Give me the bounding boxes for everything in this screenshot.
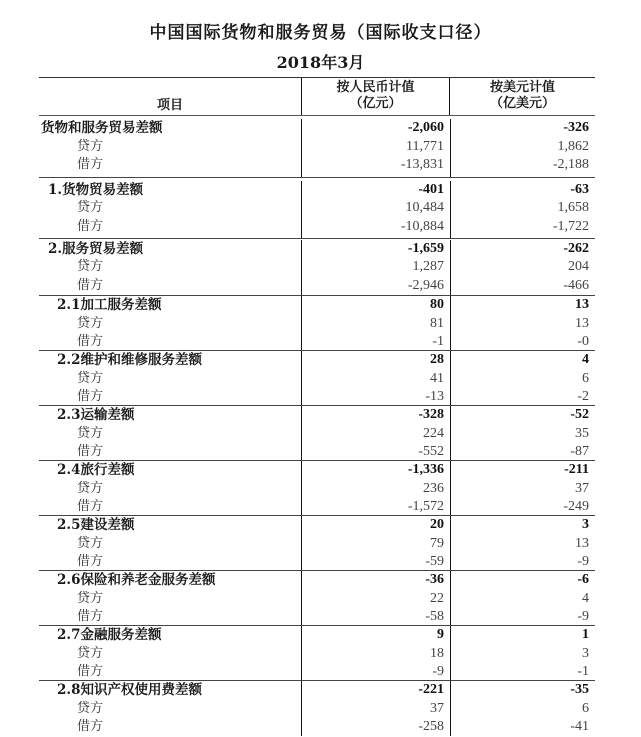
credit-label: 贷方: [77, 700, 104, 716]
credit-rmb: 224: [423, 425, 444, 441]
header-item: [39, 78, 301, 115]
credit-label: 贷方: [77, 370, 104, 386]
debit-rmb: -1: [432, 334, 444, 349]
debit-usd: -466: [563, 277, 589, 293]
debit-label: 借方: [77, 719, 104, 734]
balance-rmb: 28: [430, 352, 444, 367]
table-group: [39, 296, 595, 351]
balance-usd: -211: [564, 462, 589, 477]
table-group: [39, 406, 595, 461]
label-column: [39, 681, 301, 736]
rmb-column: [301, 626, 450, 680]
credit-label: 贷方: [77, 425, 104, 441]
credit-rmb: 1,287: [412, 259, 444, 274]
credit-rmb: 11,771: [406, 138, 444, 154]
rmb-column: [301, 351, 450, 405]
table-group: [39, 571, 595, 626]
debit-label: 借方: [77, 609, 104, 624]
debit-rmb: -10,884: [400, 218, 444, 234]
group-label: 2.7金融服务差额: [57, 627, 162, 643]
debit-label: 借方: [77, 218, 104, 234]
debit-rmb: -13: [425, 389, 444, 404]
usd-column: [450, 240, 595, 296]
usd-column: [450, 571, 595, 625]
credit-usd: 6: [582, 700, 589, 716]
balance-rmb: 9: [437, 627, 444, 642]
usd-column: [450, 461, 595, 515]
credit-usd: 35: [575, 425, 589, 441]
debit-usd: -1,722: [552, 218, 589, 234]
balance-rmb: -36: [425, 572, 444, 587]
table-body: [39, 116, 595, 736]
page-subtitle: 2018年3月: [276, 53, 365, 72]
table-group: [39, 516, 595, 571]
debit-rmb: -59: [425, 554, 444, 569]
credit-label: 贷方: [77, 138, 104, 154]
debit-usd: -9: [577, 554, 589, 569]
credit-label: 贷方: [77, 315, 104, 331]
header-usd-line1: 按美元计值: [489, 80, 555, 95]
usd-column: [450, 119, 595, 177]
debit-usd: -2: [577, 389, 589, 404]
debit-rmb: -58: [425, 609, 444, 624]
label-column: [39, 461, 301, 515]
credit-usd: 37: [575, 480, 589, 496]
debit-label: 借方: [77, 334, 104, 349]
rmb-column: [301, 181, 450, 239]
debit-usd: -0: [577, 334, 589, 349]
balance-rmb: -2,060: [407, 120, 444, 135]
group-label: 货物和服务贸易差额: [41, 120, 163, 136]
usd-column: [450, 626, 595, 680]
credit-label: 贷方: [77, 645, 104, 661]
group-label: 2.6保险和养老金服务差额: [57, 572, 216, 588]
credit-rmb: 37: [430, 700, 444, 716]
label-column: [39, 296, 301, 350]
credit-label: 贷方: [77, 535, 104, 551]
balance-rmb: -1,659: [407, 240, 444, 256]
balance-usd: 13: [575, 297, 589, 312]
debit-rmb: -258: [418, 719, 444, 734]
balance-usd: 4: [582, 352, 589, 367]
debit-usd: -249: [563, 499, 589, 514]
table-group: [39, 116, 595, 178]
header-rmb-line2: （亿元）: [349, 96, 402, 111]
table-group: [39, 178, 595, 239]
credit-usd: 1,862: [557, 138, 589, 154]
balance-usd: 1: [582, 627, 589, 642]
rmb-column: [301, 119, 450, 177]
credit-usd: 13: [575, 535, 589, 551]
credit-rmb: 236: [423, 480, 444, 496]
balance-usd: -52: [570, 407, 589, 422]
debit-label: 借方: [77, 554, 104, 569]
rmb-column: [301, 681, 450, 736]
credit-rmb: 10,484: [405, 200, 444, 215]
group-label: 2.3运输差额: [57, 407, 135, 423]
usd-column: [450, 296, 595, 350]
label-column: [39, 240, 301, 296]
balance-usd: 3: [582, 517, 589, 532]
usd-column: [450, 516, 595, 570]
debit-label: 借方: [77, 389, 104, 404]
credit-usd: 13: [575, 315, 589, 331]
debit-rmb: -9: [432, 664, 444, 679]
balance-rmb: -401: [418, 181, 444, 197]
table-group: [39, 461, 595, 516]
table-group: [39, 351, 595, 406]
label-column: [39, 626, 301, 680]
credit-rmb: 18: [430, 645, 444, 661]
page-title: 中国国际货物和服务贸易（国际收支口径）: [149, 23, 492, 43]
debit-rmb: -552: [418, 444, 444, 459]
label-column: [39, 181, 301, 239]
group-label: 2.服务贸易差额: [48, 240, 144, 257]
rmb-column: [301, 516, 450, 570]
trade-table: [39, 77, 595, 736]
rmb-column: [301, 571, 450, 625]
credit-rmb: 79: [430, 535, 444, 551]
header-rmb-line1: 按人民币计值: [336, 80, 415, 95]
label-column: [39, 571, 301, 625]
header-rmb: [301, 78, 449, 115]
debit-rmb: -1,572: [407, 499, 444, 514]
credit-usd: 3: [582, 645, 589, 661]
group-label: 2.4旅行差额: [57, 462, 135, 478]
rmb-column: [301, 461, 450, 515]
header-usd: [449, 78, 595, 115]
usd-column: [450, 406, 595, 460]
debit-label: 借方: [77, 444, 104, 459]
group-label: 1.货物贸易差额: [48, 181, 144, 198]
balance-usd: -35: [570, 682, 589, 697]
debit-rmb: -2,946: [407, 277, 444, 293]
debit-label: 借方: [77, 157, 104, 172]
balance-usd: -6: [577, 572, 589, 587]
balance-rmb: 80: [430, 297, 444, 312]
balance-rmb: -328: [418, 407, 444, 422]
group-label: 2.8知识产权使用费差额: [57, 682, 202, 698]
credit-label: 贷方: [77, 200, 104, 215]
debit-label: 借方: [77, 499, 104, 514]
debit-usd: -41: [570, 719, 589, 734]
group-label: 2.1加工服务差额: [57, 297, 162, 313]
table-group: [39, 239, 595, 296]
balance-rmb: -221: [418, 682, 444, 697]
usd-column: [450, 181, 595, 239]
table-group: [39, 681, 595, 736]
credit-label: 贷方: [77, 590, 104, 606]
balance-rmb: 20: [430, 517, 444, 532]
rmb-column: [301, 240, 450, 296]
debit-label: 借方: [77, 664, 104, 679]
table-header: [39, 77, 595, 116]
balance-usd: -262: [563, 240, 589, 256]
balance-usd: -63: [570, 181, 589, 197]
header-item-label: 项目: [156, 98, 183, 113]
debit-usd: -1: [577, 664, 589, 679]
credit-label: 贷方: [77, 480, 104, 496]
group-label: 2.2维护和维修服务差额: [57, 352, 202, 368]
credit-usd: 204: [568, 259, 589, 274]
balance-rmb: -1,336: [407, 462, 444, 477]
usd-column: [450, 681, 595, 736]
balance-usd: -326: [563, 120, 589, 135]
credit-rmb: 41: [430, 370, 444, 386]
debit-usd: -9: [577, 609, 589, 624]
label-column: [39, 351, 301, 405]
debit-usd: -2,188: [552, 157, 589, 172]
credit-usd: 6: [582, 370, 589, 386]
label-column: [39, 406, 301, 460]
header-usd-line2: （亿美元）: [489, 96, 555, 111]
credit-label: 贷方: [77, 259, 104, 274]
table-group: [39, 626, 595, 681]
rmb-column: [301, 406, 450, 460]
debit-label: 借方: [77, 277, 104, 293]
usd-column: [450, 351, 595, 405]
debit-usd: -87: [570, 444, 589, 459]
group-label: 2.5建设差额: [57, 517, 135, 533]
credit-usd: 1,658: [557, 200, 589, 215]
credit-usd: 4: [582, 590, 589, 606]
label-column: [39, 119, 301, 177]
rmb-column: [301, 296, 450, 350]
credit-rmb: 81: [430, 315, 444, 331]
label-column: [39, 516, 301, 570]
credit-rmb: 22: [430, 590, 444, 606]
debit-rmb: -13,831: [400, 157, 444, 172]
